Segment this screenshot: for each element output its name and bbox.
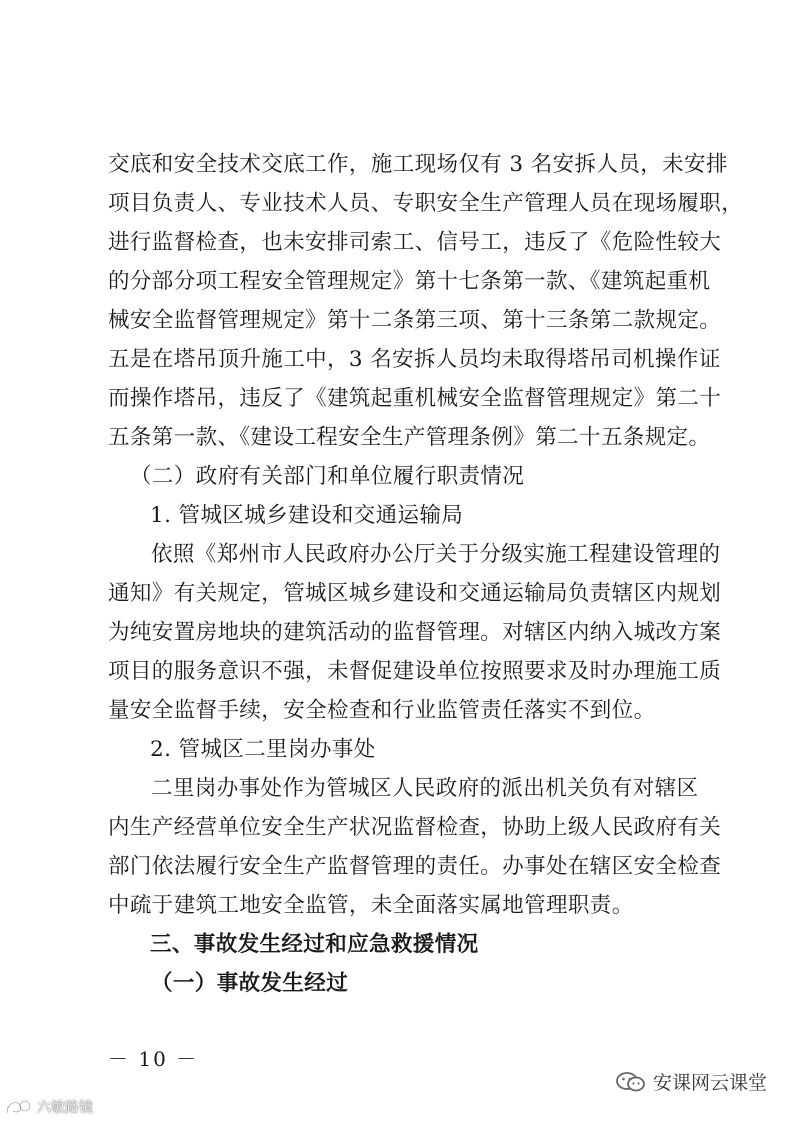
paragraph-line: 五条第一款、《建设工程安全生产管理条例》第二十五条规定。 (108, 425, 711, 450)
paragraph-line: 为纯安置房地块的建筑活动的监督管理。对辖区内纳入城改方案 (108, 620, 722, 645)
paragraph-line: 进行监督检查，也未安排司索工、信号工，违反了《危险性较大 (108, 230, 722, 255)
paragraph-line: 五是在塔吊顶升施工中，3 名安拆人员均未取得塔吊司机操作证 (108, 347, 721, 372)
paragraph-line: 二里岗办事处作为管城区人民政府的派出机关负有对辖区 (151, 776, 699, 801)
subsection-heading: 1. 管城区城乡建设和交通运输局 (150, 503, 464, 528)
paragraph-line: 而操作塔吊，违反了《建筑起重机械安全监督管理规定》第二十 (108, 386, 722, 411)
paragraph-line: 交底和安全技术交底工作，施工现场仅有 3 名安拆人员，未安排 (108, 152, 728, 177)
wechat-account-name: 安课网云课堂 (653, 1072, 768, 1094)
section-heading: （一）事故发生经过 (151, 971, 349, 996)
corner-watermark (4, 1097, 93, 1117)
paragraph-line: 内生产经营单位安全生产状况监督检查，协助上级人民政府有关 (108, 815, 722, 840)
camera-logo-icon (4, 1097, 34, 1117)
paragraph-line: 依照《郑州市人民政府办公厅关于分级实施工程建设管理的 (151, 542, 721, 567)
subsection-heading: 2. 管城区二里岗办事处 (150, 737, 376, 762)
paragraph-line: 项目负责人、专业技术人员、专职安全生产管理人员在现场履职， (108, 191, 744, 216)
chapter-heading: 三、事故发生经过和应急救援情况 (150, 932, 479, 957)
paragraph-line: 中疏于建筑工地安全监管，未全面落实属地管理职责。 (108, 893, 634, 918)
paragraph-line: 的分部分项工程安全管理规定》第十七条第一款、《建筑起重机 (108, 269, 711, 294)
corner-logo-text: 六敏路镜 (37, 1100, 93, 1116)
page-number: － 10 － (108, 1047, 199, 1071)
paragraph-line: 械安全监督管理规定》第十二条第三项、第十三条第二款规定。 (108, 308, 722, 333)
paragraph-line: 量安全监督手续，安全检查和行业监管责任落实不到位。 (108, 698, 656, 723)
wechat-icon (615, 1070, 647, 1094)
paragraph-line: 项目的服务意识不强，未督促建设单位按照要求及时办理施工质 (108, 659, 722, 684)
section-heading: （二）政府有关部门和单位履行职责情况 (130, 464, 525, 489)
paragraph-line: 通知》有关规定，管城区城乡建设和交通运输局负责辖区内规划 (108, 581, 722, 606)
wechat-watermark (615, 1068, 767, 1095)
paragraph-line: 部门依法履行安全生产监督管理的责任。办事处在辖区安全检查 (108, 854, 722, 879)
